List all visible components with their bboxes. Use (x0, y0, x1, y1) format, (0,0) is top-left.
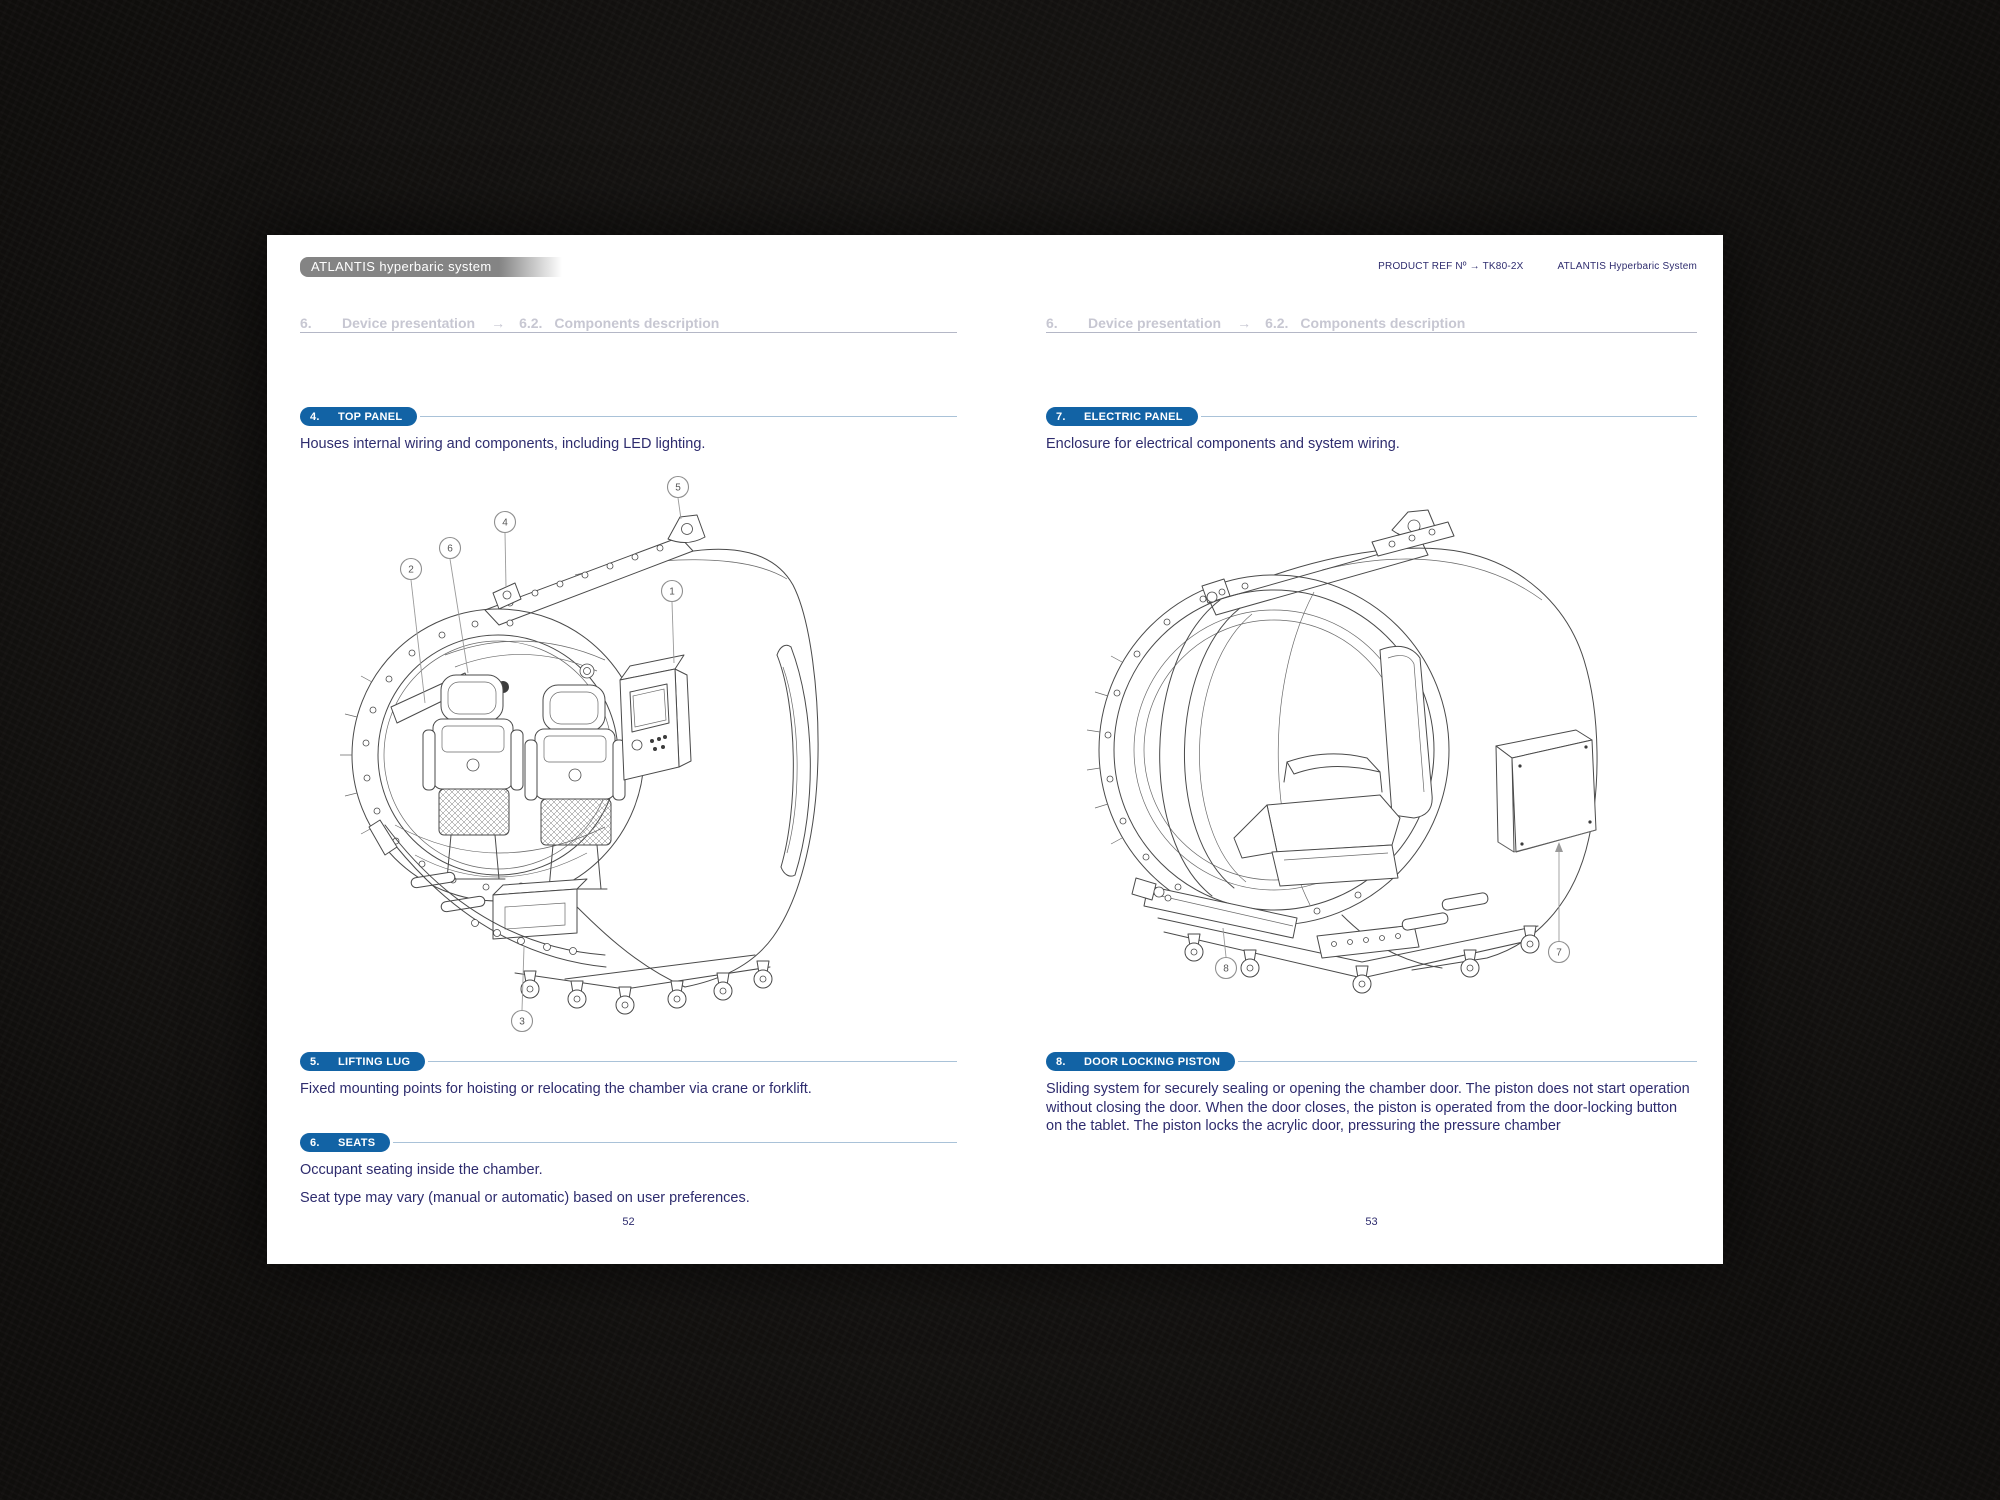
breadcrumb-section-no: 6.2. (519, 315, 543, 331)
chamber-interior (391, 641, 691, 939)
side-window (777, 645, 810, 876)
section-paragraph: Occupant seating inside the chamber. (300, 1162, 543, 1178)
callout-7 (1549, 842, 1570, 963)
section-title: SEATS (338, 1136, 376, 1149)
svg-text:1: 1 (669, 586, 675, 598)
section-title: TOP PANEL (338, 410, 403, 423)
section-electric-panel (1046, 407, 1697, 454)
breadcrumb-chapter-no: 6. (1046, 315, 1058, 331)
floor-console (493, 879, 587, 939)
callout-4 (495, 512, 516, 588)
section-heading-row (300, 407, 957, 426)
product-name: ATLANTIS Hyperbaric System (1557, 261, 1697, 272)
svg-text:7: 7 (1556, 947, 1562, 959)
section-top-panel (300, 407, 957, 454)
section-rule (1238, 1061, 1697, 1062)
breadcrumb-arrow-icon: → (491, 315, 506, 331)
section-seats (300, 1133, 957, 1207)
section-number: 8. (1056, 1055, 1066, 1068)
breadcrumb-left (300, 315, 957, 333)
breadcrumb-arrow-icon: → (1237, 315, 1252, 331)
page-number-right: 53 (1365, 1216, 1378, 1228)
section-badge (1046, 407, 1198, 426)
section-paragraph: Enclosure for electrical components and system wiring. (1046, 436, 1400, 452)
section-rule (420, 416, 957, 417)
svg-text:8: 8 (1223, 963, 1229, 975)
lifting-lug-rear (668, 515, 705, 543)
section-number: 7. (1056, 410, 1066, 423)
section-paragraph: Fixed mounting points for hoisting or relocating the chamber via crane or forklift. (300, 1081, 812, 1097)
section-lifting-lug (300, 1052, 957, 1099)
section-paragraph: Seat type may vary (manual or automatic) based on user preferences. (300, 1189, 750, 1206)
brand-badge-label: ATLANTIS hyperbaric system (311, 259, 492, 274)
breadcrumb-section-no: 6.2. (1265, 315, 1289, 331)
header-right (1378, 261, 1697, 272)
section-heading-row (1046, 407, 1697, 426)
section-rule (393, 1142, 957, 1143)
section-number: 6. (310, 1136, 320, 1149)
control-tablet-panel (620, 655, 691, 780)
section-badge (300, 407, 417, 426)
section-rule (1201, 416, 1697, 417)
body-slot (1441, 892, 1488, 911)
section-heading-row (1046, 1052, 1697, 1071)
section-badge (300, 1052, 425, 1071)
brand-badge (300, 257, 562, 277)
breadcrumb-right (1046, 315, 1697, 333)
breadcrumb-section: Components description (554, 315, 720, 331)
callout-1 (662, 581, 683, 664)
callout-8 (1216, 928, 1237, 979)
figure-open-door-chamber (1062, 500, 1622, 1015)
section-number: 5. (310, 1055, 320, 1068)
breadcrumb-section: Components description (1300, 315, 1466, 331)
section-rule (428, 1061, 957, 1062)
seat-left (423, 675, 523, 879)
section-heading-row (300, 1133, 957, 1152)
door-hinge-top (1202, 579, 1230, 603)
callout-6 (440, 538, 469, 674)
recliner-chair (1234, 646, 1432, 886)
breadcrumb-chapter-no: 6. (300, 315, 312, 331)
callout-5 (668, 477, 689, 520)
section-paragraph: Houses internal wiring and components, including LED lighting. (300, 436, 706, 452)
section-badge (1046, 1052, 1235, 1071)
electric-panel (1496, 730, 1596, 852)
section-badge (300, 1133, 390, 1152)
manual-spread-page (267, 235, 1723, 1264)
section-paragraph: Sliding system for securely sealing or opening the chamber door. The piston does not start operation without closing the door. When the door closes, the piston is operated from the door-locking button on the tablet. The piston locks the acrylic door, pressuring the pressure chamber (1046, 1081, 1690, 1135)
page-number-left: 52 (622, 1216, 635, 1228)
seat-right (525, 685, 625, 889)
svg-text:5: 5 (675, 482, 681, 494)
section-heading-row (300, 1052, 957, 1071)
breadcrumb-chapter: Device presentation (1088, 315, 1222, 331)
door-locking-piston (1132, 878, 1297, 938)
svg-text:2: 2 (408, 564, 414, 576)
svg-text:4: 4 (502, 517, 508, 529)
product-ref: PRODUCT REF Nº → TK80-2X (1378, 261, 1524, 272)
section-title: ELECTRIC PANEL (1084, 410, 1183, 423)
body-slot (1401, 912, 1448, 931)
section-title: LIFTING LUG (338, 1055, 411, 1068)
figure-two-seat-chamber (325, 475, 840, 1035)
top-rail (1210, 510, 1454, 615)
svg-text:3: 3 (519, 1016, 525, 1028)
breadcrumb-chapter: Device presentation (342, 315, 476, 331)
section-door-locking-piston (1046, 1052, 1697, 1136)
section-number: 4. (310, 410, 320, 423)
section-title: DOOR LOCKING PISTON (1084, 1055, 1221, 1068)
svg-text:6: 6 (447, 543, 453, 555)
